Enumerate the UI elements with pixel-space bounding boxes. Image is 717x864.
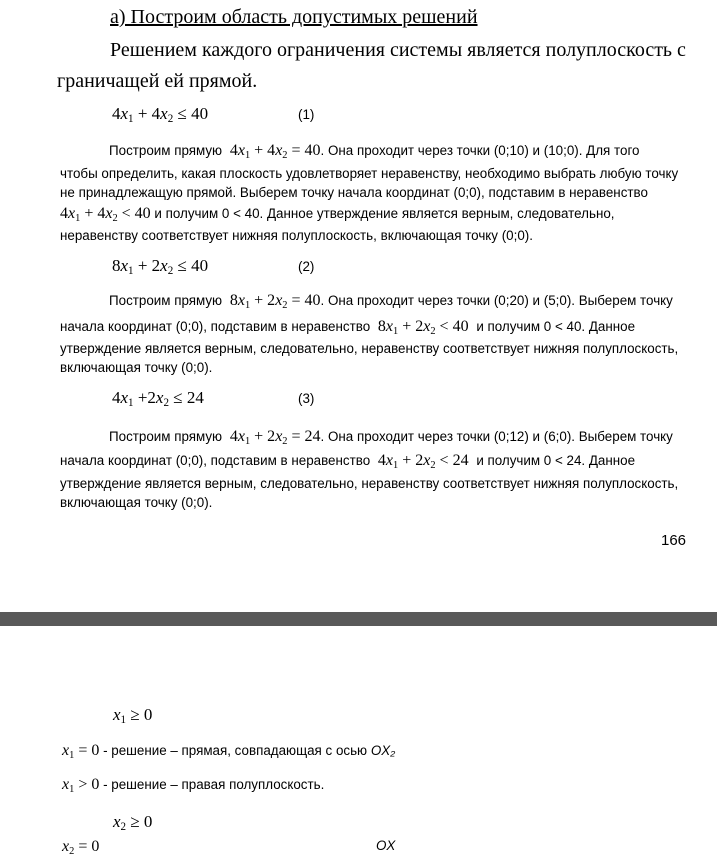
c1-strict-inequality: $4x_1 + 4x_2 < 40$ [60,205,151,224]
constraint-1-number: (1) [298,107,315,122]
c1-line-3: не принадлежащую прямой. Выберем точку начала координат (0;0), подставим в неравенство [60,185,648,200]
c2-line-1: Построим прямую $8x_1 + 2x_2 = 40$. Она проходит через точки (0;20) и (5;0). Выберем точку [109,292,673,311]
axis-ox1-partial: OX [376,838,396,853]
c1-line-equation: $4x_1 + 4x_2 = 40$ [225,142,321,161]
c1-line-2: чтобы определить, какая плоскость удовлетворяет неравенству, необходимо выбрать любую точку [60,166,679,181]
c1-line-4: $4x_1 + 4x_2 < 40$ и получим 0 < 40. Данное утверждение является верным, следовательно, [60,205,615,224]
x1-zero-eq: $x_1 = 0$ [62,742,100,761]
x1-positive-line: $x_1 > 0$ - решение – правая полуплоскость. [62,776,325,795]
c3-strict-inequality: $4x_1 + 2x_2 < 24$ [373,452,473,471]
c2-line-2: начала координат (0;0), подставим в неравенство $8x_1 + 2x_2 < 40$ и получим 0 < 40. Данное [60,318,636,337]
axis-ox2: OX₂ [370,743,396,758]
c3-line-4: включающая точку (0;0). [60,495,213,510]
c2-line-equation: $8x_1 + 2x_2 = 40$ [225,292,321,311]
x1-zero-line: $x_1 = 0$ - решение – прямая, совпадающая с осью OX₂ [62,742,396,761]
c3-line-3: утверждение является верным, следовательно, неравенству соответствует нижняя полуплоскость, [60,476,679,491]
c3-line-2: начала координат (0;0), подставим в неравенство $4x_1 + 2x_2 < 24$ и получим 0 < 24. Данное [60,452,636,471]
x2-zero-eq-partial: $x_2 = 0$ [62,838,100,857]
x1-nonnegativity: $x_1 \ge 0$ [113,705,153,726]
constraint-3-number: (3) [298,391,315,406]
c3-line-1: Построим прямую $4x_1 + 2x_2 = 24$. Она проходит через точки (0;12) и (6;0). Выберем точку [109,428,673,447]
page-separator [0,612,717,626]
section-heading: а) Построим область допустимых решений [110,6,478,28]
intro-line-2: граничащей ей прямой. [57,70,258,92]
constraint-2-inequality: $8x_1 + 2x_2 \le 40$ [112,256,209,277]
page-number: 166 [661,532,687,549]
c2-line-4: включающая точку (0;0). [60,360,213,375]
c3-line-equation: $4x_1 + 2x_2 = 24$ [225,428,321,447]
c1-line-1: Построим прямую $4x_1 + 4x_2 = 40$. Она проходит через точки (0;10) и (10;0). Для того [109,142,640,161]
x1-positive-eq: $x_1 > 0$ [62,776,100,795]
x2-nonnegativity: $x_2 \ge 0$ [113,812,153,833]
constraint-3-inequality: $4x_1 +2x_2 \le 24$ [112,388,204,409]
constraint-1-inequality: $4x_1 + 4x_2 \le 40$ [112,104,209,125]
intro-line-1: Решением каждого ограничения системы является полуплоскость с [110,39,686,61]
c2-strict-inequality: $8x_1 + 2x_2 < 40$ [373,318,473,337]
c2-line-3: утверждение является верным, следовательно, неравенству соответствует нижняя полуплоскость, [60,341,679,356]
constraint-2-number: (2) [298,259,315,274]
c1-line-5: неравенству соответствует нижняя полуплоскость, включающая точку (0;0). [60,228,533,243]
x2-zero-line-partial [62,838,100,857]
